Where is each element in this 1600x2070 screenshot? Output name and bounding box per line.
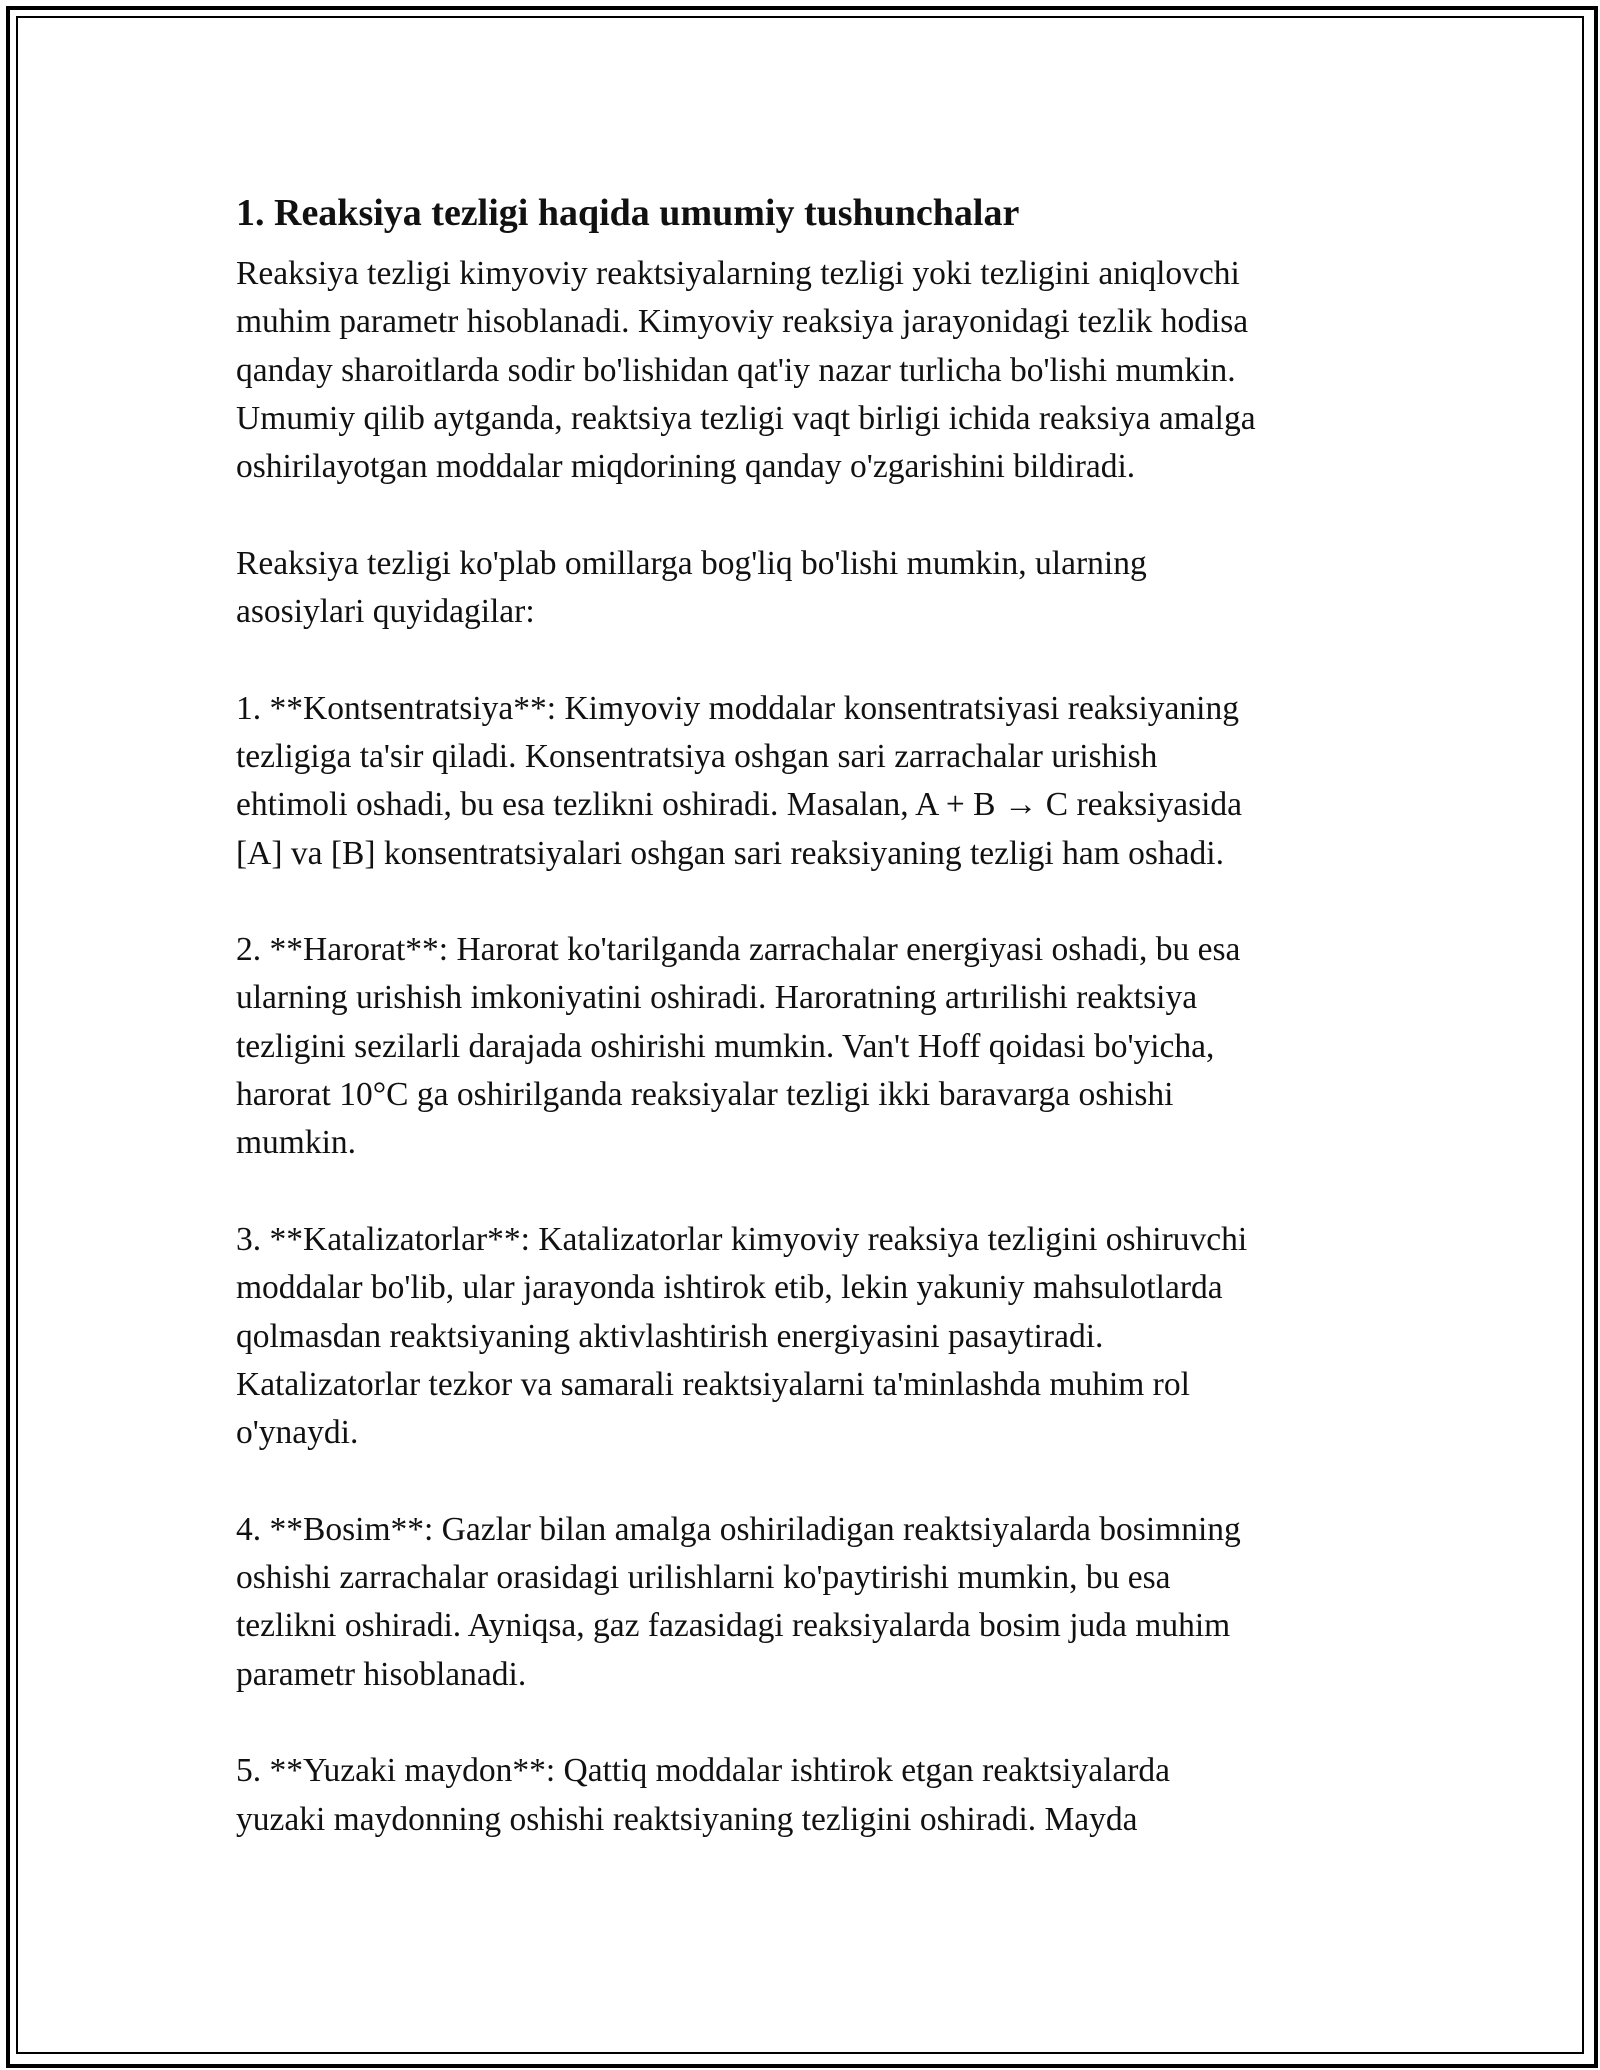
section-heading: 1. Reaksiya tezligi haqida umumiy tushunchalar — [236, 192, 1020, 234]
list-item-catalysts: 3. **Katalizatorlar**: Katalizatorlar kimyoviy reaksiya tezligini oshiruvchi moddalar bo'lib, ular jarayonda ishtirok etib, lekin yakuniy mahsulotlarda qolmasdan reaktsiyaning aktivlashtirish energiyasini pasaytiradi. Katalizatorlar tezkor va samarali reaktsiyalarni ta'minlashda muhim rol o'ynaydi. — [236, 1220, 1248, 1452]
paragraph-intro: Reaksiya tezligi kimyoviy reaktsiyalarning tezligi yoki tezligini aniqlovchi muhim parametr hisoblanadi. Kimyoviy reaksiya jarayonidagi tezlik hodisa qanday sharoitlarda sodir bo'lishidan qat'iy nazar turlicha bo'lishi mumkin. Umumiy qilib aytganda, reaktsiya tezligi vaqt birligi ichida reaksiya amalga oshirilayotgan moddalar miqdorining qanday o'zgarishini bildiradi. — [236, 255, 1256, 486]
list-item-concentration: 1. **Kontsentratsiya**: Kimyoviy moddalar konsentratsiyasi reaksiyaning tezligiga ta'sir qiladi. Konsentratsiya oshgan sari zarrachalar urishish ehtimoli oshadi, bu esa tezlikni oshiradi. Masalan, A + B → C reaksiyasida [A] va [B] konsentratsiyalari oshgan sari reaksiyaning tezligi ham oshadi. — [236, 689, 1243, 872]
list-item-surface-area: 5. **Yuzaki maydon**: Qattiq moddalar ishtirok etgan reaktsiyalarda yuzaki maydonning oshishi reaktsiyaning tezligini oshiradi. Mayda — [236, 1752, 1171, 1838]
list-item-pressure: 4. **Bosim**: Gazlar bilan amalga oshiriladigan reaktsiyalarda bosimning oshishi zarrachalar orasidagi urilishlarni ko'paytirishi mumkin, bu esa tezlikni oshiradi. Ayniqsa, gaz fazasidagi reaksiyalarda bosim juda muhim parametr hisoblanadi. — [236, 1510, 1241, 1693]
list-item-temperature: 2. **Harorat**: Harorat ko'tarilganda zarrachalar energiyasi oshadi, bu esa ularning urishish imkoniyatini oshiradi. Haroratning artırilishi reaktsiya tezligini sezilarli darajada oshirishi mumkin. Van't Hoff qoidasi bo'yicha, harorat 10°C ga oshirilganda reaksiyalar tezligi ikki baravarga oshishi mumkin. — [236, 931, 1241, 1162]
document-body — [236, 184, 1366, 1892]
paragraph-factors-intro: Reaksiya tezligi ko'plab omillarga bog'liq bo'lishi mumkin, ularning asosiylari quyidagilar: — [236, 544, 1147, 631]
